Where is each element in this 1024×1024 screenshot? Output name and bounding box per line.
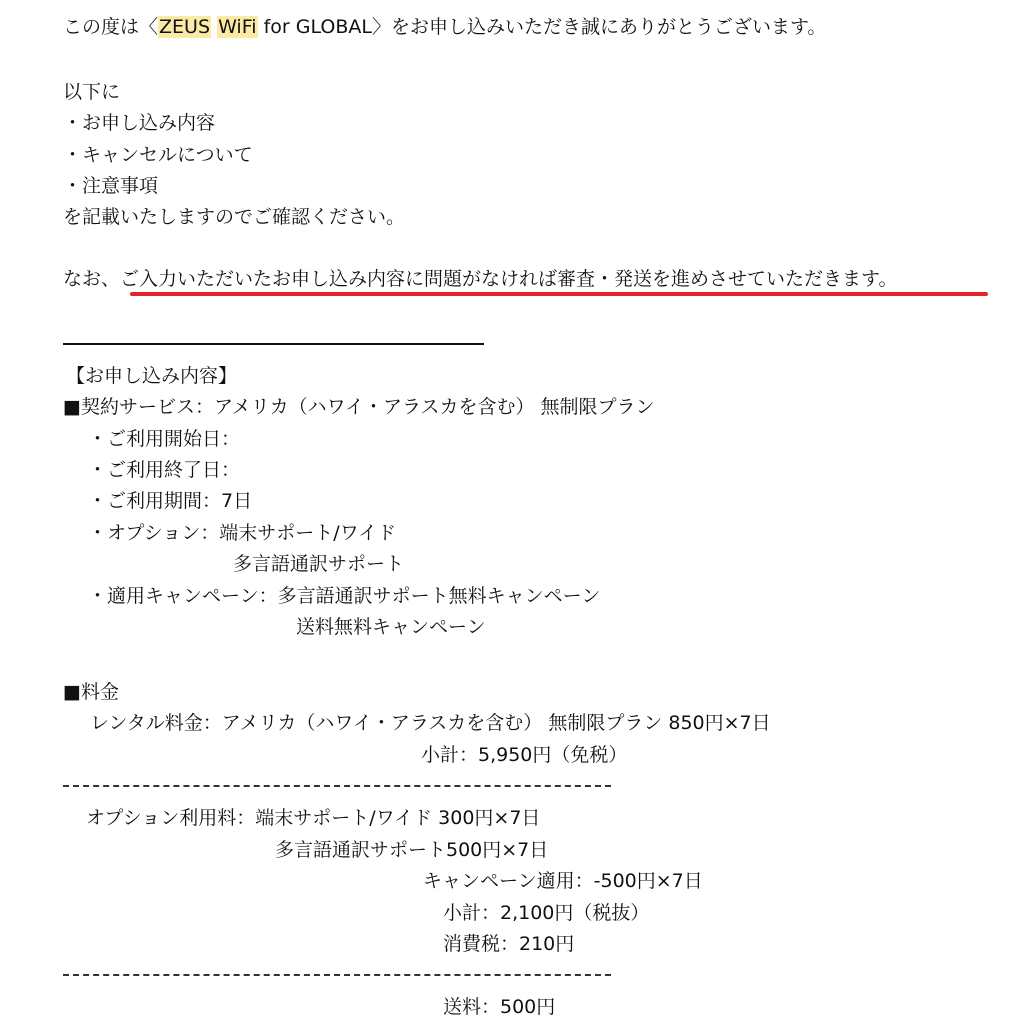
note-line (63, 267, 898, 291)
greeting-rest: for GLOBAL〉をお申し込みいただき誠にありがとうございます。 (257, 16, 827, 38)
section-divider (63, 343, 484, 345)
list-outro: を記載いたしますのでご確認ください。 (63, 206, 406, 228)
brand-wifi-highlight: WiFi (218, 16, 257, 38)
option-fee-line-1: オプション利用料：端末サポート/ワイド 300円×7日 (86, 807, 541, 829)
option-fee-line-2: 多言語通訳サポート500円×7日 (275, 839, 549, 861)
end-date: ・ご利用終了日： (88, 459, 241, 481)
note-prefix: なお、 (63, 268, 121, 290)
rental-subtotal: 小計：5,950円（免税） (421, 744, 628, 766)
consumption-tax: 消費税：210円 (443, 933, 575, 955)
usage-period: ・ご利用期間：7日 (88, 490, 253, 512)
greeting-line (63, 15, 826, 39)
campaign-line-1: ・適用キャンペーン：多言語通訳サポート無料キャンペーン (88, 585, 601, 607)
dashed-divider (63, 974, 611, 976)
brand-zeus-highlight: ZEUS (159, 16, 211, 38)
fees-heading: ■料金 (63, 681, 119, 703)
contract-service: ■契約サービス：アメリカ（ハワイ・アラスカを含む） 無制限プラン (63, 396, 655, 418)
option-subtotal: 小計：2,100円（税抜） (443, 902, 650, 924)
list-intro: 以下に (63, 81, 121, 103)
start-date: ・ご利用開始日： (88, 428, 241, 450)
note-emphasis: ご入力いただいたお申し込み内容に問題がなければ審査・発送を進めさせていただきます。 (120, 268, 898, 290)
list-item: ・注意事項 (63, 175, 159, 197)
rental-fee: レンタル料金：アメリカ（ハワイ・アラスカを含む） 無制限プラン 850円×7日 (90, 712, 771, 734)
list-item: ・キャンセルについて (63, 144, 253, 166)
campaign-line-2: 送料無料キャンペーン (296, 616, 486, 638)
greeting-prefix: この度は〈 (63, 16, 159, 38)
dashed-divider (63, 785, 611, 787)
application-heading: 【お申し込み内容】 (66, 365, 238, 387)
list-item: ・お申し込み内容 (63, 112, 216, 134)
option-line-2: 多言語通訳サポート (233, 553, 405, 575)
option-line-1: ・オプション：端末サポート/ワイド (88, 522, 397, 544)
red-underline-mark (130, 292, 988, 296)
campaign-discount: キャンペーン適用：-500円×7日 (423, 870, 703, 892)
shipping-fee: 送料：500円 (443, 996, 556, 1018)
